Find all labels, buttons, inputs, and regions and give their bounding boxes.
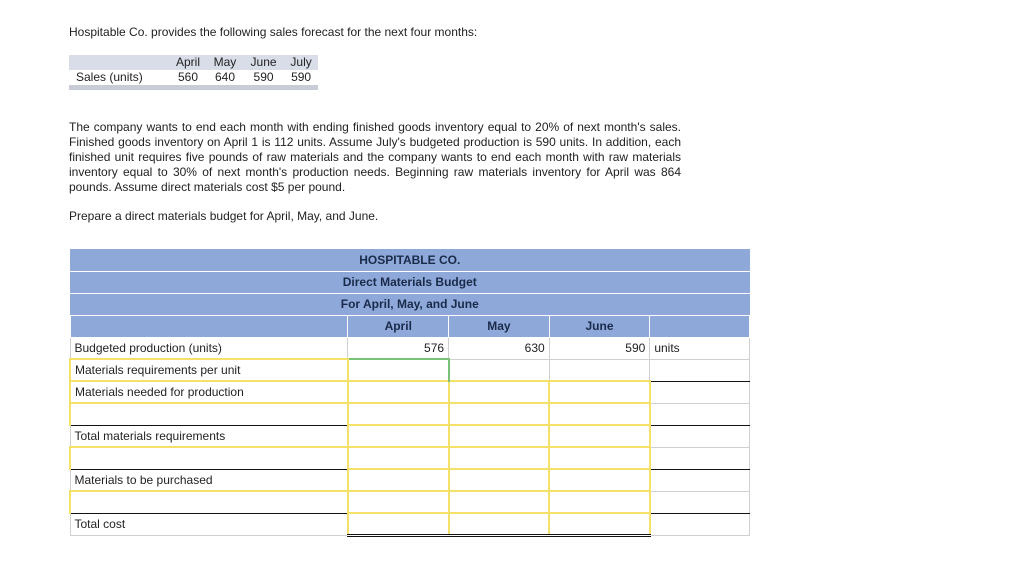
input-req-per-unit-april[interactable] — [348, 359, 449, 381]
budget-period-row — [70, 293, 750, 315]
input-total-req-june[interactable] — [549, 425, 650, 447]
input-label-blank-2[interactable] — [70, 447, 348, 469]
input-purchased-may[interactable] — [449, 469, 550, 491]
prompt-text: Prepare a direct materials budget for April, May, and June. — [69, 209, 379, 223]
label-total-requirements: Total materials requirements — [70, 425, 348, 447]
input-label-blank-1[interactable] — [70, 403, 348, 425]
budgeted-production-april: 576 — [348, 337, 449, 359]
budget-title-row — [70, 271, 750, 293]
input-purchased-june[interactable] — [549, 469, 650, 491]
row-needed-for-production — [70, 381, 750, 403]
input-blank-1-june[interactable] — [549, 403, 650, 425]
input-blank-2-may[interactable] — [449, 447, 550, 469]
forecast-value-june: 590 — [253, 70, 274, 84]
forecast-month-may: May — [207, 55, 243, 70]
label-needed-for-production: Materials needed for production — [70, 381, 348, 403]
input-total-req-may[interactable] — [449, 425, 550, 447]
budgeted-production-unit: units — [650, 337, 750, 359]
budget-company: HOSPITABLE CO. — [70, 249, 750, 271]
row-total-cost — [70, 513, 750, 535]
input-total-cost-june[interactable] — [549, 513, 650, 535]
row-budgeted-production — [70, 337, 750, 359]
label-total-cost: Total cost — [70, 513, 348, 535]
input-blank-2-june[interactable] — [549, 447, 650, 469]
forecast-row-label: Sales (units) — [76, 70, 143, 84]
input-needed-june[interactable] — [549, 381, 650, 403]
forecast-month-july: July — [284, 55, 318, 70]
sales-forecast-table — [69, 55, 318, 90]
row-req-per-unit — [70, 359, 750, 381]
label-budgeted-production: Budgeted production (units) — [70, 337, 348, 359]
label-req-per-unit: Materials requirements per unit — [70, 359, 348, 381]
budget-period: For April, May, and June — [70, 293, 750, 315]
budget-company-row — [70, 249, 750, 271]
row-blank-1 — [70, 403, 750, 425]
forecast-header-row — [69, 55, 318, 70]
input-blank-3-may[interactable] — [449, 491, 550, 513]
direct-materials-budget-table — [69, 249, 750, 537]
forecast-value-july: 590 — [291, 70, 312, 84]
input-total-req-april[interactable] — [348, 425, 449, 447]
forecast-values-row — [69, 70, 318, 85]
label-to-be-purchased: Materials to be purchased — [70, 469, 348, 491]
input-blank-1-april[interactable] — [348, 403, 449, 425]
row-blank-3 — [70, 491, 750, 513]
budgeted-production-may: 630 — [449, 337, 550, 359]
forecast-month-april: April — [169, 55, 207, 70]
input-needed-may[interactable] — [449, 381, 550, 403]
row-total-requirements — [70, 425, 750, 447]
input-blank-2-april[interactable] — [348, 447, 449, 469]
input-label-blank-3[interactable] — [70, 491, 348, 513]
col-header-april: April — [348, 315, 449, 337]
input-total-cost-april[interactable] — [348, 513, 449, 535]
cell-req-per-unit-may — [449, 359, 550, 381]
forecast-month-june: June — [243, 55, 284, 70]
budget-title: Direct Materials Budget — [70, 271, 750, 293]
intro-text: Hospitable Co. provides the following sales forecast for the next four months: — [69, 25, 478, 39]
forecast-value-april: 560 — [178, 70, 199, 84]
forecast-bottom-bar — [69, 85, 318, 90]
input-blank-1-may[interactable] — [449, 403, 550, 425]
input-blank-3-june[interactable] — [549, 491, 650, 513]
input-purchased-april[interactable] — [348, 469, 449, 491]
problem-paragraph: The company wants to end each month with ending finished goods inventory equal to 20% of next month's sales. Finished goods inventory on April 1 is 112 units. Assume July's budgeted production is 590 units. In addition, each finished unit requires five pounds of raw materials and the company wants to end each month with raw materials inventory equal to 30% of next month's production needs. Beginning raw materials inventory for April was 864 pounds. Assume direct materials cost $5 per pound. — [69, 120, 681, 194]
budgeted-production-june: 590 — [549, 337, 650, 359]
forecast-value-may: 640 — [214, 70, 235, 84]
input-needed-april[interactable] — [348, 381, 449, 403]
row-to-be-purchased — [70, 469, 750, 491]
col-header-may: May — [449, 315, 550, 337]
input-blank-3-april[interactable] — [348, 491, 449, 513]
row-blank-2 — [70, 447, 750, 469]
col-header-june: June — [549, 315, 650, 337]
input-total-cost-may[interactable] — [449, 513, 550, 535]
budget-column-header-row — [70, 315, 750, 337]
cell-req-per-unit-june — [549, 359, 650, 381]
